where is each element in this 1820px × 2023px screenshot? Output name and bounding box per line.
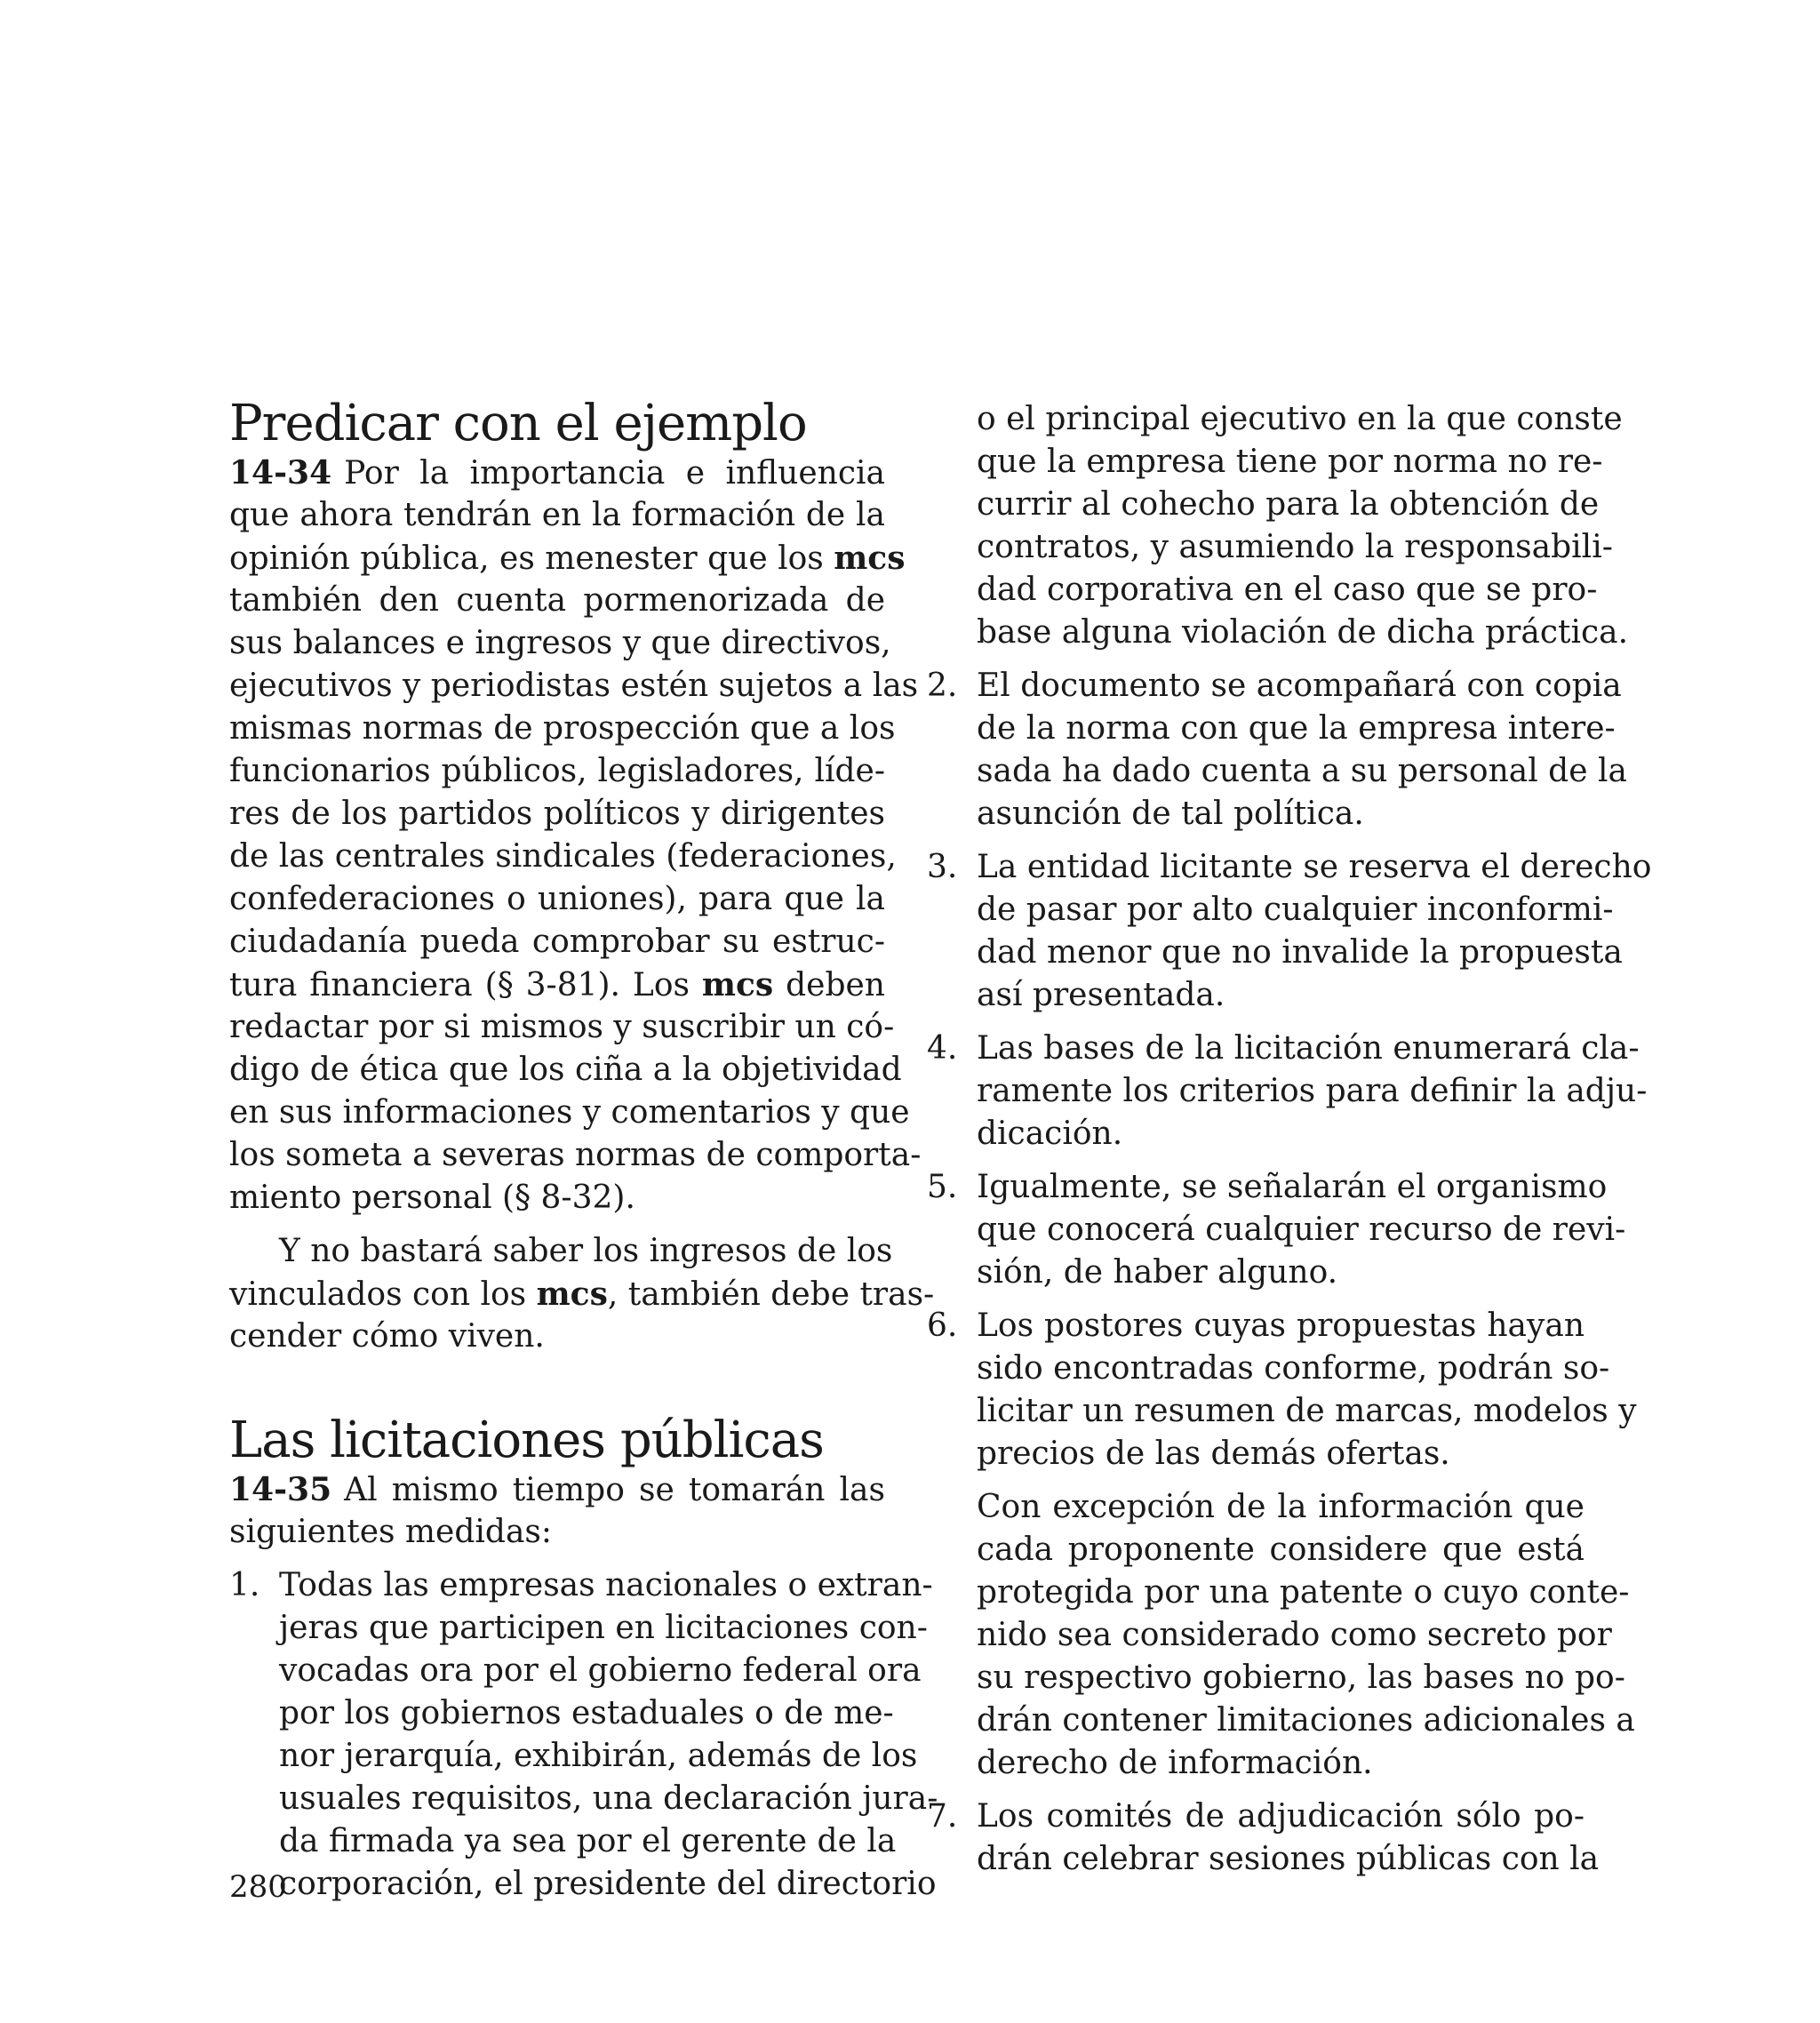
text-line: miento personal (§ 8-32). xyxy=(229,1179,635,1216)
left-column xyxy=(229,395,938,1906)
text-line: Todas las empresas nacionales o extran- xyxy=(279,1567,933,1603)
list-item-continued xyxy=(927,398,1629,654)
text-line: ramente los criterios para definir la adju- xyxy=(977,1073,1648,1109)
text-line: digo de ética que los ciña a la objetividad xyxy=(229,1051,902,1088)
list-item xyxy=(927,665,1627,836)
text-line: Igualmente, se señalarán el organismo xyxy=(977,1169,1608,1205)
text-line: así presentada. xyxy=(977,977,1225,1013)
page-number: 280 xyxy=(229,1869,287,1905)
text-line: vocadas ora por el gobierno federal ora xyxy=(279,1652,922,1689)
mcs-term: mcs xyxy=(536,1275,608,1313)
text-line: usuales requisitos, una declaración jura- xyxy=(279,1780,938,1817)
list-item xyxy=(927,846,1652,1017)
text-line: sada ha dado cuenta a su personal de la xyxy=(977,753,1627,789)
text-line: en sus informaciones y comentarios y que xyxy=(229,1094,910,1131)
text-line: Los postores cuyas propuestas hayan xyxy=(977,1307,1585,1344)
list-marker: 2. xyxy=(927,668,958,704)
list-item xyxy=(927,1027,1648,1155)
right-column xyxy=(927,398,1652,1881)
mcs-term: mcs xyxy=(834,540,906,577)
text-line: de pasar por alto cualquier inconformi- xyxy=(977,892,1614,928)
text-line: que la empresa tiene por norma no re- xyxy=(977,444,1603,480)
text-line: drán celebrar sesiones públicas con la xyxy=(977,1841,1600,1877)
text-line: Y no bastará saber los ingresos de los xyxy=(279,1233,893,1269)
text-line: Con excepción de la información que xyxy=(977,1489,1585,1525)
text-line: La entidad licitante se reserva el derecho xyxy=(977,849,1652,885)
text-line: drán contener limitaciones adicionales a xyxy=(977,1702,1635,1739)
text-line: o el principal ejecutivo en la que conste xyxy=(977,401,1623,437)
text-line: cender cómo viven. xyxy=(229,1318,545,1355)
section-heading-predicar: Predicar con el ejemplo xyxy=(229,395,807,452)
text-line: tura financiera (§ 3-81). Los mcs deben xyxy=(229,966,885,1004)
text-line: su respectivo gobierno, las bases no po- xyxy=(977,1659,1625,1696)
text-line: ejecutivos y periodistas estén sujetos a las xyxy=(229,668,919,704)
text-line: base alguna violación de dicha práctica. xyxy=(977,614,1629,651)
list-marker: 7. xyxy=(927,1798,958,1835)
text-line: cada proponente considere que está xyxy=(977,1531,1585,1568)
text-line: sus balances e ingresos y que directivos, xyxy=(229,625,891,661)
section-heading-licitaciones: Las licitaciones públicas xyxy=(229,1411,824,1469)
text-line: sión, de haber alguno. xyxy=(977,1254,1338,1291)
text-line: sido encontradas conforme, podrán so- xyxy=(977,1350,1610,1387)
list-marker: 6. xyxy=(927,1307,958,1344)
text-line: dad corporativa en el caso que se pro- xyxy=(977,572,1598,608)
text-line: da firmada ya sea por el gerente de la xyxy=(279,1823,897,1859)
list-marker: 3. xyxy=(927,849,958,885)
text-line: por los gobiernos estaduales o de me- xyxy=(279,1695,894,1731)
text-line: opinión pública, es menester que los mcs xyxy=(229,540,906,577)
text-line: los someta a severas normas de comporta- xyxy=(229,1137,922,1173)
text-line: licitar un resumen de marcas, modelos y xyxy=(977,1393,1637,1429)
paragraph-number: 14-34 xyxy=(229,454,332,492)
list-marker: 5. xyxy=(927,1169,958,1205)
list-item xyxy=(927,1166,1626,1294)
paragraph-number: 14-35 xyxy=(229,1471,332,1508)
text-line: dad menor que no invalide la propuesta xyxy=(977,934,1623,971)
text-line: asunción de tal política. xyxy=(977,796,1364,832)
text-line: protegida por una patente o cuyo conte- xyxy=(977,1574,1630,1611)
text-line: El documento se acompañará con copia xyxy=(977,668,1622,704)
text-line: Las bases de la licitación enumerará cla- xyxy=(977,1030,1640,1067)
text-line: funcionarios públicos, legisladores, líde- xyxy=(229,753,885,789)
text-line: derecho de información. xyxy=(977,1745,1373,1781)
text-line: vinculados con los mcs, también debe tras- xyxy=(229,1275,935,1313)
text-line: 14-35 Al mismo tiempo se tomarán las xyxy=(229,1471,885,1508)
text-line: res de los partidos políticos y dirigentes xyxy=(229,796,885,832)
text-line: Los comités de adjudicación sólo po- xyxy=(977,1798,1585,1835)
text-line: de la norma con que la empresa intere- xyxy=(977,710,1616,747)
mcs-term: mcs xyxy=(701,966,774,1004)
text-line: ciudadanía pueda comprobar su estruc- xyxy=(229,924,885,960)
list-item xyxy=(229,1564,938,1906)
text-line: mismas normas de prospección que a los xyxy=(229,710,896,747)
text-line: corporación, el presidente del directorio xyxy=(279,1866,937,1902)
text-line: confederaciones o uniones), para que la xyxy=(229,881,885,917)
text-line: nor jerarquía, exhibirán, además de los xyxy=(279,1738,918,1774)
text-line: de las centrales sindicales (federaciones, xyxy=(229,838,897,875)
text-line: siguientes medidas: xyxy=(229,1514,553,1550)
list-marker: 1. xyxy=(229,1567,260,1603)
list-marker: 4. xyxy=(927,1030,958,1067)
text-line: 14-34 Por la importancia e influencia xyxy=(229,454,885,492)
text-line: redactar por si mismos y suscribir un có- xyxy=(229,1009,895,1045)
list-item xyxy=(927,1795,1600,1881)
text-line: que ahora tendrán en la formación de la xyxy=(229,497,885,533)
list-item xyxy=(927,1305,1637,1785)
text-line: nido sea considerado como secreto por xyxy=(977,1617,1612,1653)
text-line: jeras que participen en licitaciones con- xyxy=(279,1610,928,1646)
text-line: que conocerá cualquier recurso de revi- xyxy=(977,1211,1626,1248)
text-line: contratos, y asumiendo la responsabili- xyxy=(977,529,1613,565)
text-line: también den cuenta pormenorizada de xyxy=(229,582,885,619)
text-line: precios de las demás ofertas. xyxy=(977,1435,1450,1472)
text-line: dicación. xyxy=(977,1115,1123,1152)
text-line: currir al cohecho para la obtención de xyxy=(977,486,1600,523)
